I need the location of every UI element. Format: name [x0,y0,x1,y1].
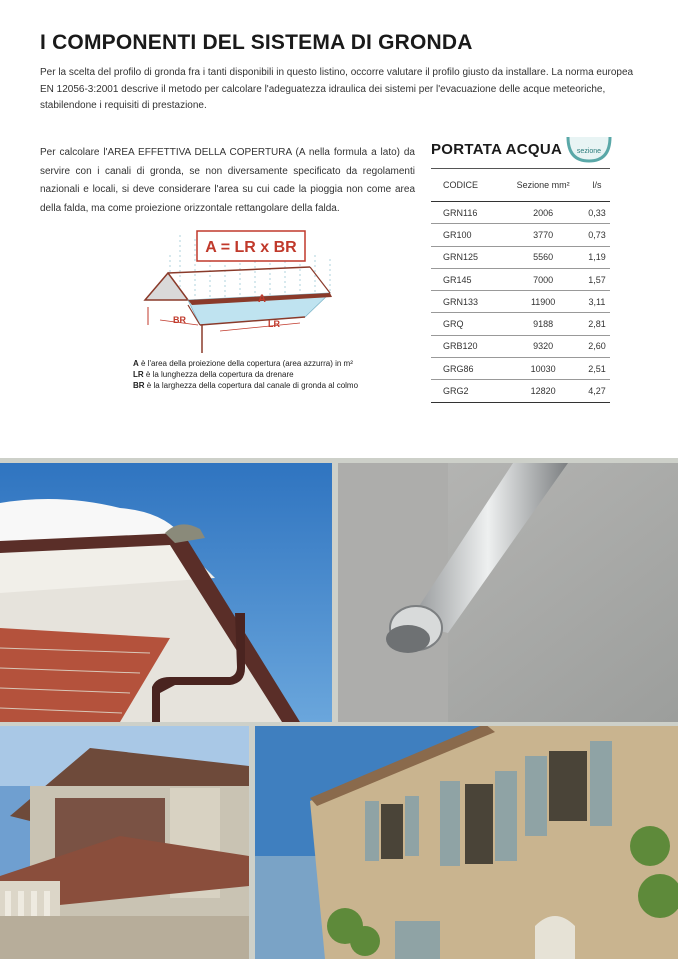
flow-cell: 3,11 [584,291,610,313]
gutter-section-icon [566,131,612,165]
section-cell: 12820 [502,380,584,402]
diagram-legend [133,358,423,391]
column-header: CODICE [431,169,502,202]
roof-area-diagram [140,225,360,355]
flow-cell: 2,81 [584,313,610,335]
table-title: PORTATA ACQUA [431,141,563,158]
lr-label: LR [268,319,280,329]
section-cell: 9320 [502,335,584,357]
code-cell: GRN133 [431,291,502,313]
column-header: l/s [584,169,610,202]
legend-item: LR è la lunghezza della copertura da drenare [133,370,294,379]
water-capacity-table [431,168,610,403]
flow-cell: 1,19 [584,246,610,268]
br-label: BR [173,315,186,325]
page-title: I COMPONENTI DEL SISTEMA DI GRONDA [40,31,473,54]
area-label: A [258,293,266,305]
formula-text: A = LR x BR [205,239,297,256]
code-cell: GRN125 [431,246,502,268]
column-header: Sezione mm² [502,169,584,202]
flow-cell: 0,33 [584,202,610,224]
code-cell: GR100 [431,224,502,246]
photo-snow-roof-gutter [0,463,332,722]
section-cell: 3770 [502,224,584,246]
photo-collage [0,458,678,959]
code-cell: GRG86 [431,358,502,380]
code-cell: GRB120 [431,335,502,357]
calculation-paragraph: Per calcolare l'AREA EFFETTIVA DELLA COPERTURA (A nella formula a lato) da servire con i canali di gronda, se non diversamente specificato da regolamenti nazionali e locali, si deve considerare l'area su cui cade la pioggia non come area della falda, ma come proiezione orizzontale rettangolare della falda. [40,147,415,214]
legend-item: BR è la larghezza della copertura dal canale di gronda al colmo [133,381,359,390]
table-row [431,358,610,380]
legend-item: A è l'area della proiezione della copertura (area azzurra) in m² [133,359,353,368]
section-cell: 5560 [502,246,584,268]
table-row [431,268,610,290]
table-row [431,202,610,224]
section-cell: 11900 [502,291,584,313]
section-cell: 10030 [502,358,584,380]
flow-cell: 1,57 [584,268,610,290]
photo-metal-gutter [338,463,678,722]
code-cell: GRQ [431,313,502,335]
flow-cell: 2,60 [584,335,610,357]
flow-cell: 2,51 [584,358,610,380]
code-cell: GR145 [431,268,502,290]
section-cell: 2006 [502,202,584,224]
flow-cell: 4,27 [584,380,610,402]
table-row [431,224,610,246]
table-row [431,380,610,402]
section-cell: 7000 [502,268,584,290]
table-row [431,335,610,357]
code-cell: GRN116 [431,202,502,224]
code-cell: GRG2 [431,380,502,402]
flow-cell: 0,73 [584,224,610,246]
table-row [431,246,610,268]
svg-text:sezione: sezione [576,148,602,155]
photo-house-balustrade [0,726,249,959]
table-row [431,313,610,335]
photo-stone-house [255,726,678,959]
intro-paragraph: Per la scelta del profilo di gronda fra i tanti disponibili in questo listino, occorre valutare il profilo giusto da installare. La norma europea EN 12056-3:2001 descrive il metodo per calcolare l'adeguatezza idraulica dei sistemi per l'evacuazione delle acque meteoriche, stabilendone i requisiti di prestazione. [40,67,634,111]
table-header-row [431,169,610,202]
table-row [431,291,610,313]
section-cell: 9188 [502,313,584,335]
